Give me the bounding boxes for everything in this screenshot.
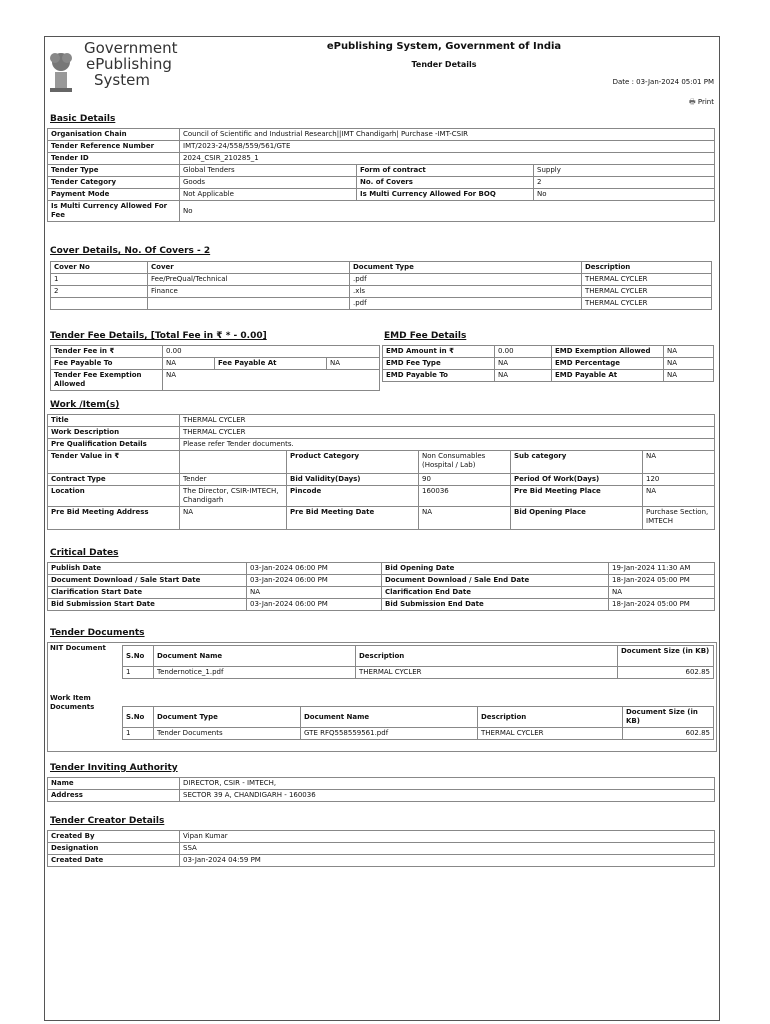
table-row	[383, 346, 714, 358]
document-name-link[interactable]: GTE RFQ558559561.pdf	[301, 728, 478, 740]
doc-type: .pdf	[350, 298, 582, 310]
emd-payto-label: EMD Payable To	[383, 370, 495, 382]
created-date-label: Created Date	[48, 855, 180, 867]
critical-dates-table	[47, 562, 715, 611]
table-row	[48, 153, 715, 165]
document-name-header: Document Name	[154, 646, 356, 667]
document-name-link[interactable]: Tendernotice_1.pdf	[154, 667, 356, 679]
contract-type-value: Tender	[180, 474, 287, 486]
table-row	[383, 358, 714, 370]
table-row	[48, 486, 715, 507]
table-row	[48, 474, 715, 486]
fee-exempt-label: Tender Fee Exemption Allowed	[51, 370, 163, 391]
table-row	[48, 201, 715, 222]
authority-address-label: Address	[48, 790, 180, 802]
date-value: NA	[247, 587, 382, 599]
table-row	[48, 575, 715, 587]
authority-heading: Tender Inviting Authority	[50, 763, 178, 773]
covers-label: No. of Covers	[357, 177, 534, 189]
table-row	[51, 358, 380, 370]
table-row	[48, 189, 715, 201]
multi-boq-value: No	[534, 189, 715, 201]
date-label: Bid Submission Start Date	[48, 599, 247, 611]
date-value: 03-Jan-2024 06:00 PM	[247, 599, 382, 611]
fee-payto-label: Fee Payable To	[51, 358, 163, 370]
opening-place-label: Bid Opening Place	[511, 507, 643, 530]
table-row	[48, 439, 715, 451]
cover-name: Finance	[148, 286, 350, 298]
pincode-label: Pincode	[287, 486, 419, 507]
cover-details-heading: Cover Details, No. Of Covers - 2	[50, 246, 211, 256]
print-date: Date : 03-Jan-2024 05:01 PM	[612, 78, 714, 86]
printer-icon: 🖶	[689, 98, 696, 106]
location-label: Location	[48, 486, 180, 507]
date-label: Bid Opening Date	[382, 563, 609, 575]
covers-value: 2	[534, 177, 715, 189]
prequal-label: Pre Qualification Details	[48, 439, 180, 451]
multi-boq-label: Is Multi Currency Allowed For BOQ	[357, 189, 534, 201]
prebid-date-label: Pre Bid Meeting Date	[287, 507, 419, 530]
nit-document-label: NIT Document	[50, 644, 106, 652]
size-header: Document Size (in KB)	[618, 646, 714, 667]
tender-value-label: Tender Value in ₹	[48, 451, 180, 474]
location-value: The Director, CSIR-IMTECH, Chandigarh	[180, 486, 287, 507]
logo-line-2: ePublishing	[86, 55, 172, 73]
work-desc-value: THERMAL CYCLER	[180, 427, 715, 439]
size: 602.85	[623, 728, 714, 740]
emd-fee-heading: EMD Fee Details	[384, 331, 467, 341]
org-value: Council of Scientific and Industrial Research||IMT Chandigarh| Purchase -IMT-CSIR	[180, 129, 715, 141]
tender-value	[180, 451, 287, 474]
tender-documents-heading: Tender Documents	[50, 628, 145, 638]
prequal-value: Please refer Tender documents.	[180, 439, 715, 451]
doc-type: .xls	[350, 286, 582, 298]
date-value: NA	[609, 587, 715, 599]
tender-fee-heading: Tender Fee Details, [Total Fee in ₹ * - 0.00]	[50, 331, 267, 341]
fee-payto-value: NA	[163, 358, 215, 370]
prebid-address-label: Pre Bid Meeting Address	[48, 507, 180, 530]
date-value: 18-Jan-2024 05:00 PM	[609, 599, 715, 611]
table-row	[48, 790, 715, 802]
date-label: Clarification End Date	[382, 587, 609, 599]
doc-type: .pdf	[350, 274, 582, 286]
page-title: ePublishing System, Government of India	[326, 41, 562, 52]
document-type: Tender Documents	[154, 728, 301, 740]
sno: 1	[123, 728, 154, 740]
emd-pct-label: EMD Percentage	[552, 358, 664, 370]
emd-payto-value: NA	[495, 370, 552, 382]
fee-value: 0.00	[163, 346, 380, 358]
print-label: Print	[697, 98, 714, 106]
pay-value: Not Applicable	[180, 189, 357, 201]
table-row	[48, 778, 715, 790]
date-label: Clarification Start Date	[48, 587, 247, 599]
nit-header-row	[123, 646, 714, 667]
id-label: Tender ID	[48, 153, 180, 165]
sno-header: S.No	[123, 707, 154, 728]
cover-name: Fee/PreQual/Technical	[148, 274, 350, 286]
prebid-date-value: NA	[419, 507, 511, 530]
creator-table	[47, 830, 715, 867]
work-item-documents-table	[122, 706, 714, 740]
created-by-label: Created By	[48, 831, 180, 843]
table-row	[48, 415, 715, 427]
logo-line-3: System	[94, 71, 150, 89]
table-row	[51, 370, 380, 391]
description: THERMAL CYCLER	[582, 286, 712, 298]
date-label: Bid Submission End Date	[382, 599, 609, 611]
table-row	[48, 141, 715, 153]
emd-amount-label: EMD Amount in ₹	[383, 346, 495, 358]
multi-fee-value: No	[180, 201, 715, 222]
tender-fee-table	[50, 345, 380, 391]
cover-table	[50, 261, 712, 310]
emd-exempt-label: EMD Exemption Allowed	[552, 346, 664, 358]
emd-fee-table	[382, 345, 714, 382]
prebid-place-label: Pre Bid Meeting Place	[511, 486, 643, 507]
table-row	[48, 177, 715, 189]
work-desc-label: Work Description	[48, 427, 180, 439]
authority-address-value: SECTOR 39 A, CHANDIGARH - 160036	[180, 790, 715, 802]
site-logo[interactable]	[46, 38, 176, 98]
type-value: Global Tenders	[180, 165, 357, 177]
period-label: Period Of Work(Days)	[511, 474, 643, 486]
cover-no-header: Cover No	[51, 262, 148, 274]
emd-payat-value: NA	[664, 370, 714, 382]
size: 602.85	[618, 667, 714, 679]
sno: 1	[123, 667, 154, 679]
form-value: Supply	[534, 165, 715, 177]
fee-label: Tender Fee in ₹	[51, 346, 163, 358]
sno-header: S.No	[123, 646, 154, 667]
table-row	[51, 286, 712, 298]
prebid-address-value: NA	[180, 507, 287, 530]
fee-exempt-value: NA	[163, 370, 380, 391]
type-label: Tender Type	[48, 165, 180, 177]
description-header: Description	[478, 707, 623, 728]
logo-line-1: Government	[84, 39, 178, 57]
form-label: Form of contract	[357, 165, 534, 177]
ref-label: Tender Reference Number	[48, 141, 180, 153]
product-category-value: Non Consumables (Hospital / Lab)	[419, 451, 511, 474]
authority-name-value: DIRECTOR, CSIR - IMTECH,	[180, 778, 715, 790]
doc-type-header: Document Type	[350, 262, 582, 274]
created-date-value: 03-Jan-2024 04:59 PM	[180, 855, 715, 867]
cover-header: Cover	[148, 262, 350, 274]
designation-value: SSA	[180, 843, 715, 855]
table-row	[48, 831, 715, 843]
cover-no: 2	[51, 286, 148, 298]
table-row	[48, 599, 715, 611]
emd-pct-value: NA	[664, 358, 714, 370]
table-row	[51, 274, 712, 286]
date-value: 18-Jan-2024 05:00 PM	[609, 575, 715, 587]
cover-header-row	[51, 262, 712, 274]
description-header: Description	[356, 646, 618, 667]
emd-exempt-value: NA	[664, 346, 714, 358]
description: THERMAL CYCLER	[582, 274, 712, 286]
title-label: Title	[48, 415, 180, 427]
cover-name	[148, 298, 350, 310]
table-row	[383, 370, 714, 382]
table-row	[48, 507, 715, 530]
ref-value: IMT/2023-24/558/559/561/GTE	[180, 141, 715, 153]
page-subtitle: Tender Details	[411, 60, 477, 69]
table-row	[48, 165, 715, 177]
multi-fee-label: Is Multi Currency Allowed For Fee	[48, 201, 180, 222]
document-name-header: Document Name	[301, 707, 478, 728]
pincode-value: 160036	[419, 486, 511, 507]
emd-type-label: EMD Fee Type	[383, 358, 495, 370]
basic-details-table	[47, 128, 715, 222]
product-category-label: Product Category	[287, 451, 419, 474]
period-value: 120	[643, 474, 715, 486]
table-row	[48, 855, 715, 867]
emblem-icon	[46, 42, 76, 94]
work-doc-header-row	[123, 707, 714, 728]
table-row	[48, 129, 715, 141]
creator-heading: Tender Creator Details	[50, 816, 165, 826]
work-items-table	[47, 414, 715, 530]
id-value: 2024_CSIR_210285_1	[180, 153, 715, 165]
sub-category-value: NA	[643, 451, 715, 474]
org-label: Organisation Chain	[48, 129, 180, 141]
basic-details-heading: Basic Details	[50, 114, 116, 124]
contract-type-label: Contract Type	[48, 474, 180, 486]
fee-payat-value: NA	[327, 358, 380, 370]
date-label: Publish Date	[48, 563, 247, 575]
description: THERMAL CYCLER	[356, 667, 618, 679]
emd-type-value: NA	[495, 358, 552, 370]
cover-no: 1	[51, 274, 148, 286]
table-row	[48, 587, 715, 599]
cat-value: Goods	[180, 177, 357, 189]
date-value: 03-Jan-2024 06:00 PM	[247, 575, 382, 587]
cat-label: Tender Category	[48, 177, 180, 189]
document-type-header: Document Type	[154, 707, 301, 728]
date-value: 19-Jan-2024 11:30 AM	[609, 563, 715, 575]
emd-amount-value: 0.00	[495, 346, 552, 358]
nit-document-table	[122, 645, 714, 679]
pay-label: Payment Mode	[48, 189, 180, 201]
table-row	[48, 563, 715, 575]
created-by-value: Vipan Kumar	[180, 831, 715, 843]
cover-no	[51, 298, 148, 310]
emd-payat-label: EMD Payable At	[552, 370, 664, 382]
table-row	[51, 298, 712, 310]
designation-label: Designation	[48, 843, 180, 855]
fee-payat-label: Fee Payable At	[215, 358, 327, 370]
date-label: Document Download / Sale End Date	[382, 575, 609, 587]
description: THERMAL CYCLER	[582, 298, 712, 310]
sub-category-label: Sub category	[511, 451, 643, 474]
critical-dates-heading: Critical Dates	[50, 548, 119, 558]
bid-validity-value: 90	[419, 474, 511, 486]
work-items-heading: Work /Item(s)	[50, 400, 120, 410]
table-row	[48, 427, 715, 439]
table-row	[123, 667, 714, 679]
table-row	[51, 346, 380, 358]
table-row	[48, 451, 715, 474]
print-link[interactable]	[689, 98, 714, 109]
title-value: THERMAL CYCLER	[180, 415, 715, 427]
table-row	[48, 843, 715, 855]
opening-place-value: Purchase Section, IMTECH	[643, 507, 715, 530]
tender-page	[44, 36, 720, 1021]
size-header: Document Size (in KB)	[623, 707, 714, 728]
description: THERMAL CYCLER	[478, 728, 623, 740]
table-row	[123, 728, 714, 740]
authority-table	[47, 777, 715, 802]
prebid-place-value: NA	[643, 486, 715, 507]
bid-validity-label: Bid Validity(Days)	[287, 474, 419, 486]
date-value: 03-Jan-2024 06:00 PM	[247, 563, 382, 575]
logo-text	[84, 40, 178, 88]
date-label: Document Download / Sale Start Date	[48, 575, 247, 587]
description-header: Description	[582, 262, 712, 274]
authority-name-label: Name	[48, 778, 180, 790]
work-item-documents-label: Work Item Documents	[50, 694, 95, 711]
